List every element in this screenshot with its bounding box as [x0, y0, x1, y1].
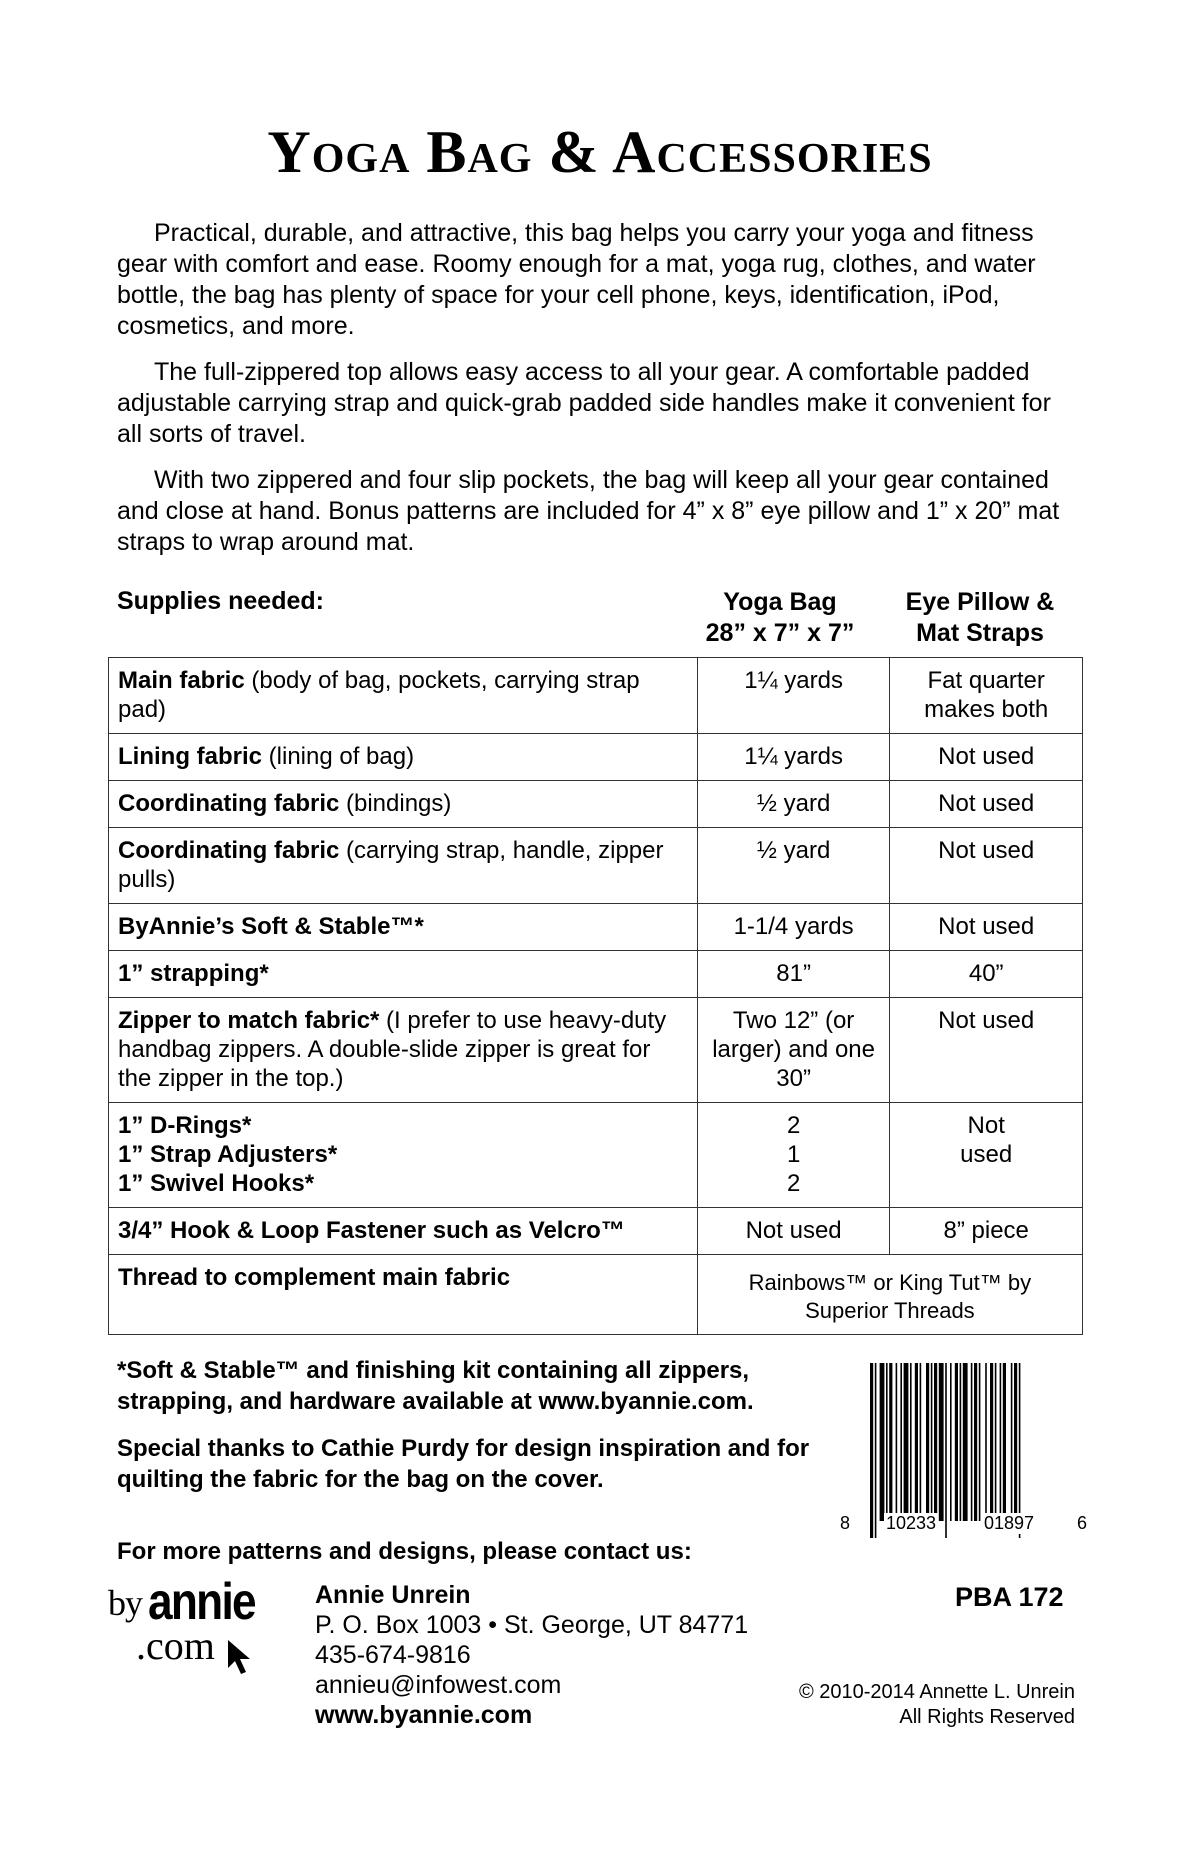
table-row: [109, 951, 1083, 998]
byannie-logo: [108, 1573, 278, 1690]
yoga-bag-amount: ½ yard: [697, 828, 890, 904]
supply-item: [109, 781, 698, 828]
intro-text: [117, 218, 1077, 573]
supply-name: Main fabric: [118, 667, 245, 694]
barcode-bar: [963, 1363, 968, 1521]
thread-note: Rainbows™ or King Tut™ by Superior Threads: [748, 1270, 1032, 1323]
contact-heading: For more patterns and designs, please contact us:: [117, 1538, 692, 1565]
supply-name: Lining fabric: [118, 743, 262, 770]
table-row: [109, 998, 1083, 1103]
barcode-bar: [974, 1363, 977, 1521]
supply-name: ByAnnie’s Soft & Stable™*: [118, 913, 424, 940]
contact-phone: 435-674-9816: [315, 1641, 471, 1669]
supply-detail: (I prefer to use heavy-duty handbag zippers. A double-slide zipper is great for the zipper in the top.): [118, 1007, 667, 1092]
eye-pillow-amount: Fat quarter makes both: [890, 658, 1083, 734]
barcode-bar: [870, 1363, 873, 1538]
supplies-table: [108, 657, 1083, 1335]
copyright-line: © 2010-2014 Annette L. Unrein: [798, 1681, 1075, 1703]
supply-item: [109, 1103, 698, 1208]
eye-pillow-amount: [890, 1103, 1083, 1208]
barcode-bar: [900, 1363, 902, 1521]
copyright-line: All Rights Reserved: [899, 1706, 1075, 1728]
barcode-bar: [875, 1363, 877, 1538]
contact-postal: P. O. Box 1003 • St. George, UT 84771: [315, 1611, 749, 1639]
eye-pillow-amount: Not used: [890, 904, 1083, 951]
supply-name: Coordinating fabric: [118, 790, 340, 817]
eye-pillow-amount: Not used: [890, 998, 1083, 1103]
table-row: [109, 1208, 1083, 1255]
column-header-line: Eye Pillow &: [905, 588, 1055, 616]
contact-email: annieu@infowest.com: [315, 1671, 562, 1699]
supply-name: Thread to complement main fabric: [118, 1264, 511, 1291]
yoga-bag-amount: 1-1/4 yards: [697, 904, 890, 951]
table-row: [109, 781, 1083, 828]
yoga-bag-amount: ½ yard: [697, 781, 890, 828]
pattern-number: PBA 172: [955, 1582, 1064, 1612]
yoga-bag-amount: 1¼ yards: [697, 658, 890, 734]
eye-pillow-amount: 8” piece: [890, 1208, 1083, 1255]
copyright: [675, 1680, 1075, 1730]
barcode-bar: [985, 1363, 987, 1521]
contact-name: Annie Unrein: [315, 1581, 471, 1609]
barcode-bar: [1014, 1363, 1017, 1521]
barcode-bar: [886, 1363, 888, 1521]
barcode-bar: [945, 1363, 947, 1538]
barcode-bar: [1000, 1363, 1002, 1521]
supply-name: Zipper to match fabric*: [118, 1007, 380, 1034]
eye-pillow-amount: 40”: [890, 951, 1083, 998]
supplies-heading: Supplies needed:: [117, 587, 324, 615]
table-row: [109, 734, 1083, 781]
logo-annie: annie: [148, 1573, 255, 1631]
supply-name: 1” D-Rings*: [118, 1112, 252, 1139]
barcode-bar: [950, 1363, 952, 1521]
upc-barcode: [862, 1363, 1082, 1538]
logo-by: by: [108, 1583, 142, 1623]
supply-name: Coordinating fabric: [118, 837, 340, 864]
barcode-bar: [915, 1363, 918, 1521]
table-row: [109, 1103, 1083, 1208]
barcode-bar: [920, 1363, 922, 1521]
supply-item: [109, 904, 698, 951]
supply-name: 1” strapping*: [118, 960, 269, 987]
column-header-eye-pillow: [880, 587, 1080, 649]
barcode-bar: [979, 1363, 981, 1521]
barcode-bar: [926, 1363, 929, 1521]
contact-website: www.byannie.com: [315, 1701, 533, 1729]
cursor-arrow-icon: [226, 1638, 258, 1678]
barcode-bar: [971, 1363, 973, 1521]
column-header-yoga-bag: [680, 587, 880, 649]
yoga-bag-amount: Two 12” (or larger) and one 30”: [697, 998, 890, 1103]
amount-value: Not used: [960, 1112, 1013, 1168]
barcode-bar: [931, 1363, 933, 1521]
intro-paragraph: The full-zippered top allows easy access to all your gear. A comfortable padded adjustable carrying strap and quick-grab padded side handles make it convenient for all sorts of travel.: [117, 358, 1051, 448]
eye-pillow-amount: Not used: [890, 828, 1083, 904]
eye-pillow-amount: Not used: [890, 781, 1083, 828]
amount-value: 2: [786, 1112, 801, 1139]
eye-pillow-amount: Not used: [890, 734, 1083, 781]
footnote-kit: *Soft & Stable™ and finishing kit containing all zippers, strapping, and hardware available at www.byannie.com.: [117, 1357, 754, 1415]
barcode-left-digit: 8: [840, 1513, 851, 1533]
amount-value: 2: [786, 1170, 801, 1197]
barcode-bar: [1019, 1363, 1021, 1538]
footnotes: [117, 1355, 837, 1511]
table-row: [109, 1255, 1083, 1335]
footnote-thanks: Special thanks to Cathie Purdy for design inspiration and for quilting the fabric for the bag on the cover.: [117, 1435, 810, 1493]
intro-paragraph: Practical, durable, and attractive, this bag helps you carry your yoga and fitness gear with comfort and ease. Roomy enough for a mat, yoga rug, clothes, and water bottle, the bag has plenty of space for your cell phone, keys, identification, iPod, cosmetics, and more.: [117, 219, 1036, 340]
logo-com: .com: [136, 1623, 215, 1668]
supply-name: 1” Swivel Hooks*: [118, 1170, 315, 1197]
barcode-right-digit: 6: [1077, 1513, 1088, 1533]
barcode-bar: [880, 1363, 885, 1521]
supply-detail: (bindings): [339, 790, 452, 817]
supply-name: 3/4” Hook & Loop Fastener such as Velcro™: [118, 1217, 625, 1244]
amount-value: 1: [786, 1141, 801, 1168]
supply-item: [109, 658, 698, 734]
table-row: [109, 904, 1083, 951]
supply-item: [109, 1208, 698, 1255]
table-row: [109, 658, 1083, 734]
supply-item: [109, 734, 698, 781]
page-title: Yoga Bag & Accessories: [267, 119, 933, 185]
column-header-line: 28” x 7” x 7”: [705, 619, 855, 647]
barcode-bar: [1011, 1363, 1013, 1521]
supply-detail: (body of bag, pockets, carrying strap pad): [118, 667, 640, 723]
yoga-bag-amount: Not used: [697, 1208, 890, 1255]
barcode-bar: [910, 1363, 912, 1521]
yoga-bag-amount: 81”: [697, 951, 890, 998]
barcode-bar: [939, 1363, 944, 1521]
barcode-group-2: 01897: [984, 1513, 1035, 1533]
column-header-line: Mat Straps: [916, 619, 1044, 647]
yoga-bag-amount: [697, 1103, 890, 1208]
supply-name: 1” Strap Adjusters*: [118, 1141, 338, 1168]
table-row: [109, 828, 1083, 904]
supply-item: [109, 998, 698, 1103]
supply-item: [109, 828, 698, 904]
column-header-line: Yoga Bag: [723, 588, 837, 616]
yoga-bag-amount: 1¼ yards: [697, 734, 890, 781]
barcode-bar: [904, 1363, 909, 1521]
barcode-group-1: 10233: [886, 1513, 937, 1533]
barcode-bar: [889, 1363, 892, 1521]
barcode-bar: [1003, 1363, 1006, 1521]
barcode-bar: [960, 1363, 962, 1521]
thread-recommendation: [697, 1255, 1082, 1335]
barcode-bar: [934, 1363, 937, 1521]
supply-item: [109, 951, 698, 998]
supply-detail: (carrying strap, handle, zipper pulls): [118, 837, 664, 893]
barcode-bar: [990, 1363, 993, 1521]
supply-detail: (lining of bag): [262, 743, 415, 770]
barcode-bar: [955, 1363, 958, 1521]
barcode-bar: [896, 1363, 898, 1521]
barcode-bar: [995, 1363, 997, 1521]
intro-paragraph: With two zippered and four slip pockets, the bag will keep all your gear contained and close at hand. Bonus patterns are included for 4” x 8” eye pillow and 1” x 20” mat straps to wrap around mat.: [117, 466, 1060, 556]
supply-item: [109, 1255, 698, 1335]
